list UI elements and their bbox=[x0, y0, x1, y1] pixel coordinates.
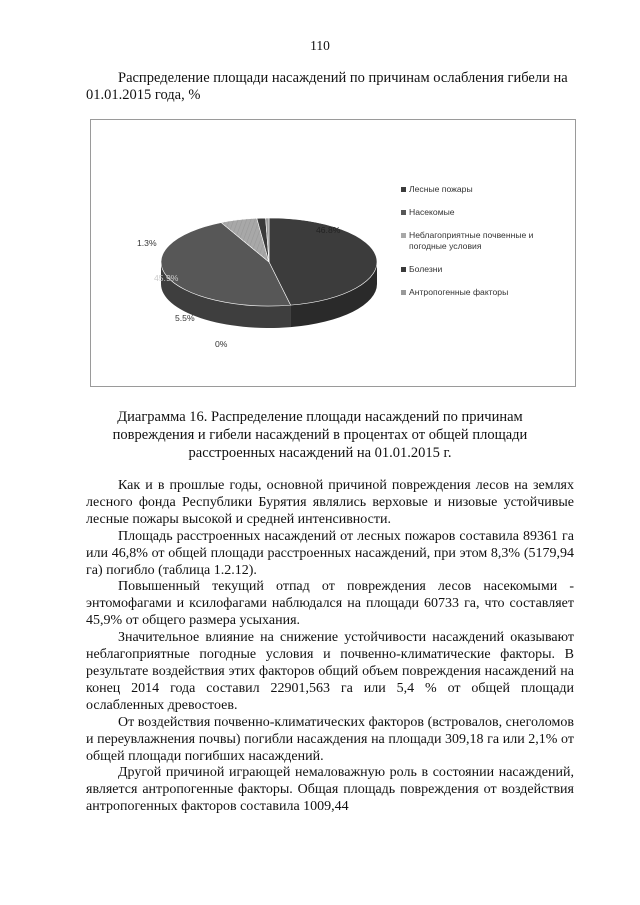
legend-label: Лесные пожары bbox=[409, 184, 473, 194]
data-label-bolezni: 1.3% bbox=[137, 238, 157, 248]
legend-item-lesnye-pozhary bbox=[401, 184, 569, 195]
legend-label: Антропогенные факторы bbox=[409, 287, 509, 297]
data-label-antropogennye: 0% bbox=[215, 339, 228, 349]
legend-swatch bbox=[401, 290, 406, 295]
legend-swatch bbox=[401, 267, 406, 272]
paragraph: Как и в прошлые годы, основной причиной повреждения лесов на землях лесного фонда Республики Бурятия являлись верховые и низовые устойчивые лесные пожары высокой и средней интенсивности. bbox=[86, 478, 574, 527]
legend-swatch bbox=[401, 210, 406, 215]
data-label-nasekomye: 45.9% bbox=[154, 273, 179, 283]
paragraph: Значительное влияние на снижение устойчивости насаждений оказывают неблагоприятные погодные условия и почвенно-климатические факторы. В результате воздействия этих факторов общий объем повреждения насаждений на конец 2014 года составил 22901,563 га или 5,4 % от общей площади ослабленных древостоев. bbox=[86, 630, 574, 713]
legend-item-neblagopriyatnye bbox=[401, 230, 569, 252]
legend-swatch bbox=[401, 187, 406, 192]
paragraph: Площадь расстроенных насаждений от лесных пожаров составила 89361 га или 46,8% от общей площади расстроенных насаждений, при этом 8,3% (5179,94 га) погибло (таблица 1.2.12). bbox=[86, 528, 574, 578]
paragraph: От воздействия почвенно-климатических факторов (встровалов, снеголомов и переувлажнения почвы) погибли насаждения на площади 309,18 га или 2,1% от общей площади погибших насаждений. bbox=[86, 714, 574, 764]
paragraph: Другой причиной играющей немаловажную роль в состоянии насаждений, является антропогенные факторы. Общая площадь повреждения от воздействия антропогенных факторов составила 1009,44 bbox=[86, 765, 574, 815]
chart-title: Распределение площади насаждений по причинам ослабления гибели на 01.01.2015 года, % bbox=[86, 70, 568, 103]
legend-swatch bbox=[401, 233, 406, 238]
legend-label: Насекомые bbox=[409, 207, 455, 217]
data-label-neblagopriyatnye: 5.5% bbox=[175, 313, 195, 323]
legend-item-antropogennye bbox=[401, 287, 569, 298]
legend-label: Болезни bbox=[409, 264, 443, 274]
legend-item-nasekomye bbox=[401, 207, 569, 218]
legend-label: Неблагоприятные почвенные и погодные условия bbox=[409, 230, 534, 251]
legend-item-bolezni bbox=[401, 264, 569, 275]
chart-frame bbox=[90, 119, 576, 387]
page-number: 110 bbox=[310, 38, 330, 53]
data-label-lesnye-pozhary: 46.8% bbox=[316, 225, 341, 235]
paragraph: Повышенный текущий отпад от повреждения лесов насекомыми - энтомофагами и ксилофагами наблюдался на площади 60733 га, что составляет 45,9% от общего размера усыхания. bbox=[86, 579, 574, 629]
chart-legend bbox=[401, 184, 569, 310]
body-text bbox=[86, 478, 574, 816]
chart-caption: Диаграмма 16. Распределение площади насаждений по причинам повреждения и гибели насаждений в процентах от общей площади расстроенных насаждений на 01.01.2015 г. bbox=[112, 409, 528, 461]
